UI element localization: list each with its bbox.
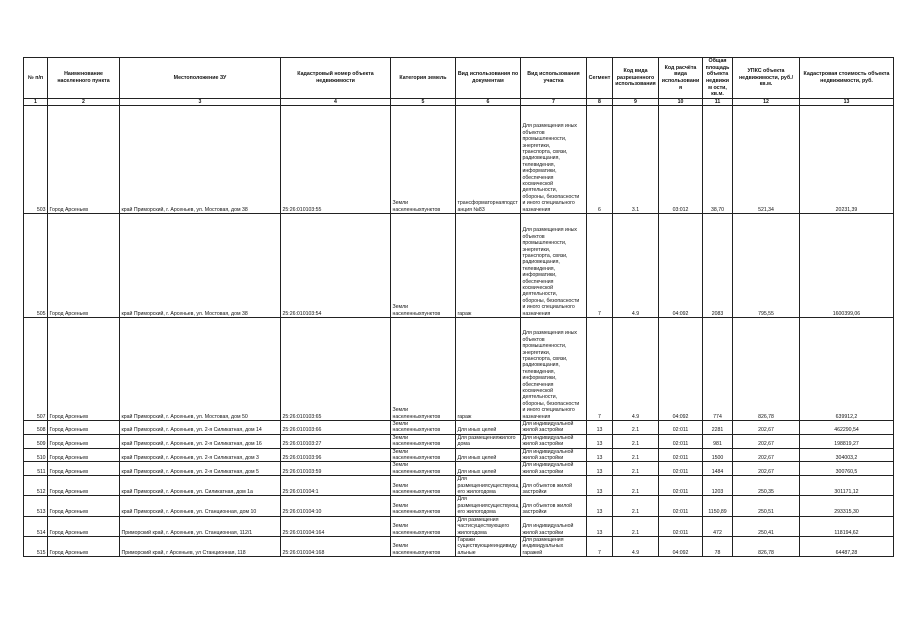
document-use-line: Гаражи существующие	[457, 536, 494, 550]
column-number: 4	[281, 99, 391, 106]
segment: 13	[587, 496, 613, 516]
document-use	[456, 536, 521, 556]
document-use	[456, 214, 521, 318]
land-category-line: пунктов	[421, 206, 441, 213]
specific-value: 202,67	[733, 462, 800, 476]
document-use	[456, 462, 521, 476]
plot-use	[521, 318, 587, 421]
use-calc-code: 02:011	[659, 462, 703, 476]
document-use	[456, 496, 521, 516]
land-category-line: Земли населенных	[392, 304, 422, 317]
total-area: 981	[703, 434, 733, 448]
column-number: 7	[521, 99, 587, 106]
table-row	[24, 448, 894, 462]
settlement-name: Город Арсеньев	[48, 448, 120, 462]
segment: 13	[587, 462, 613, 476]
settlement-name: Город Арсеньев	[48, 214, 120, 318]
table-row	[24, 536, 894, 556]
plot-use-line: информатики,	[522, 272, 557, 279]
plot-use-line: объектов	[522, 233, 545, 240]
segment: 13	[587, 476, 613, 496]
plot-use-line: энергетики,	[522, 246, 551, 253]
land-category-line: Земли населенных	[392, 434, 422, 448]
land-category-line: Земли населенных	[392, 462, 422, 475]
document-use-line: дома	[483, 489, 496, 496]
plot-use	[521, 421, 587, 435]
plot-location: край Приморский, г. Арсеньев, ул. 2-я Силикатная, дом 16	[120, 434, 281, 448]
plot-use-line: информатики,	[522, 168, 557, 175]
land-category-line: пунктов	[421, 468, 441, 475]
permitted-use-code: 2.1	[613, 476, 659, 496]
document-use-line: жилого дома	[457, 434, 516, 448]
plot-use-line: жилой застройки	[522, 529, 564, 536]
plot-location: Приморский край, г Арсеньев, ул Станционная, 118	[120, 536, 281, 556]
plot-use-line: телевидения,	[522, 161, 556, 168]
column-header: Вид использования по документам	[456, 58, 521, 99]
plot-use-line: энергетики,	[522, 142, 551, 149]
plot-use-line: Для размещения	[522, 536, 564, 543]
specific-value: 250,51	[733, 496, 800, 516]
plot-location: край Приморский, г. Арсеньев, ул. Станционная, дом 10	[120, 496, 281, 516]
land-category	[391, 476, 456, 496]
cadastral-number: 25:26:010103:55	[281, 106, 391, 214]
plot-location: край Приморский, г. Арсеньев, ул. Мостовая, дом 50	[120, 318, 281, 421]
use-calc-code: 02:011	[659, 434, 703, 448]
settlement-name: Город Арсеньев	[48, 434, 120, 448]
land-category-line: Земли населенных	[392, 421, 422, 434]
permitted-use-code: 2.1	[613, 496, 659, 516]
settlement-name: Город Арсеньев	[48, 536, 120, 556]
document-use-line: гараж	[457, 413, 472, 420]
land-category-line: пунктов	[421, 427, 441, 434]
specific-value: 202,67	[733, 434, 800, 448]
plot-use-line: назначения	[522, 413, 551, 420]
land-category	[391, 536, 456, 556]
segment: 7	[587, 214, 613, 318]
table-row	[24, 434, 894, 448]
plot-use	[521, 516, 587, 536]
column-header: УПКС объекта недвижимости, руб./кв.м.	[733, 58, 800, 99]
document-use-line: дома	[483, 509, 496, 516]
land-category-line: Земли населенных	[392, 448, 422, 462]
segment: 7	[587, 536, 613, 556]
document-use-line: гараж	[457, 310, 472, 317]
plot-use-line: космической	[522, 284, 554, 291]
cadastral-number: 25:26:010103:54	[281, 214, 391, 318]
plot-use-line: и иного специального	[522, 304, 575, 311]
segment: 6	[587, 106, 613, 214]
row-number: 514	[24, 516, 48, 536]
cadastral-value: 304003,2	[800, 448, 894, 462]
specific-value: 250,35	[733, 476, 800, 496]
plot-use-line: жилой застройки	[522, 455, 564, 462]
document-use-line: индивидуальные	[457, 543, 517, 556]
document-use-line: трансформаторная	[457, 200, 505, 207]
land-category-line: Земли населенных	[392, 502, 422, 516]
column-header: Кадастровая стоимость объекта недвижимости, руб.	[800, 58, 894, 99]
column-header: Категория земель	[391, 58, 456, 99]
plot-use-line: Для индивидуальной	[522, 448, 574, 455]
plot-use-line: объектов	[522, 336, 545, 343]
cadastral-number: 25:26:010103:66	[281, 421, 391, 435]
row-number: 505	[24, 214, 48, 318]
plot-use-line: застройки	[522, 489, 547, 496]
use-calc-code: 04:092	[659, 214, 703, 318]
land-category-line: Земли населенных	[392, 543, 422, 556]
plot-use-line: обороны, безопасности	[522, 297, 580, 304]
document-use-line: существующего жилого	[457, 482, 519, 496]
plot-use-line: назначения	[522, 206, 551, 213]
cadastral-value: 301171,12	[800, 476, 894, 496]
document-use-line: существующего жилого	[457, 523, 510, 536]
plot-use-line: Для объектов жилой	[522, 482, 573, 489]
total-area: 2083	[703, 214, 733, 318]
plot-use-line: Для индивидуальной	[522, 523, 574, 530]
plot-use	[521, 536, 587, 556]
land-category-line: пунктов	[421, 509, 441, 516]
column-header: Наименование населенного пункта	[48, 58, 120, 99]
cadastral-value: 293315,30	[800, 496, 894, 516]
plot-use-line: радиовещания,	[522, 155, 560, 162]
row-number: 511	[24, 462, 48, 476]
plot-location: край Приморский, г. Арсеньев, ул. Мостовая, дом 38	[120, 214, 281, 318]
document-use-line: Для иных целей	[457, 427, 497, 434]
land-category-line: Земли населенных	[392, 200, 422, 213]
plot-use-line: Для размещения иных	[522, 123, 578, 130]
permitted-use-code: 2.1	[613, 462, 659, 476]
plot-use	[521, 106, 587, 214]
plot-location: Приморский край, г. Арсеньев, ул. Станционная, 112/1	[120, 516, 281, 536]
document-use-line: Для размещения	[457, 496, 488, 509]
plot-use-line: промышленности,	[522, 343, 567, 350]
cadastral-number: 25:26:010103:96	[281, 448, 391, 462]
land-category-line: пунктов	[421, 549, 441, 556]
segment: 13	[587, 421, 613, 435]
land-category-line: Земли населенных	[392, 482, 422, 496]
plot-use-line: энергетики,	[522, 349, 551, 356]
column-number: 8	[587, 99, 613, 106]
use-calc-code: 03:012	[659, 106, 703, 214]
table-row	[24, 462, 894, 476]
plot-use-line: назначения	[522, 310, 551, 317]
land-category-line: пунктов	[421, 489, 441, 496]
specific-value: 826,78	[733, 318, 800, 421]
plot-location: край Приморский, г. Арсеньев, ул. 2-я Силикатная, дом 14	[120, 421, 281, 435]
plot-use-line: деятельности,	[522, 187, 558, 194]
settlement-name: Город Арсеньев	[48, 462, 120, 476]
document-use	[456, 421, 521, 435]
total-area: 774	[703, 318, 733, 421]
plot-use-line: космической	[522, 180, 554, 187]
segment: 13	[587, 434, 613, 448]
plot-use-line: радиовещания,	[522, 362, 560, 369]
column-header: № п/п	[24, 58, 48, 99]
cadastral-value: 198819,27	[800, 434, 894, 448]
plot-use-line: Для индивидуальной	[522, 434, 574, 441]
plot-use-line: транспорта, связи,	[522, 355, 568, 362]
plot-use-line: деятельности,	[522, 291, 558, 298]
land-category	[391, 448, 456, 462]
cadastral-value: 20231,39	[800, 106, 894, 214]
cadastral-number: 25:26:010103:27	[281, 434, 391, 448]
plot-use	[521, 214, 587, 318]
specific-value: 250,41	[733, 516, 800, 536]
settlement-name: Город Арсеньев	[48, 106, 120, 214]
land-category	[391, 421, 456, 435]
plot-location: край Приморский, г. Арсеньев, ул. Силикатная, дом 1а	[120, 476, 281, 496]
row-number: 503	[24, 106, 48, 214]
table-row	[24, 214, 894, 318]
permitted-use-code: 2.1	[613, 516, 659, 536]
specific-value: 202,67	[733, 448, 800, 462]
plot-use-line: Для индивидуальной	[522, 421, 574, 427]
plot-use	[521, 448, 587, 462]
use-calc-code: 04:092	[659, 536, 703, 556]
plot-use-line: обеспечения	[522, 278, 554, 285]
cadastral-number: 25:26:010103:59	[281, 462, 391, 476]
total-area: 38,70	[703, 106, 733, 214]
plot-use-line: транспорта, связи,	[522, 148, 568, 155]
document-use	[456, 516, 521, 536]
cadastral-number: 25:26:010103:65	[281, 318, 391, 421]
total-area: 1203	[703, 476, 733, 496]
total-area: 2281	[703, 421, 733, 435]
plot-use-line: радиовещания,	[522, 259, 560, 266]
total-area: 1500	[703, 448, 733, 462]
total-area: 1484	[703, 462, 733, 476]
table-row	[24, 516, 894, 536]
use-calc-code: 02:011	[659, 476, 703, 496]
land-category-line: пунктов	[421, 455, 441, 462]
table-body	[24, 106, 894, 557]
total-area: 472	[703, 516, 733, 536]
column-number: 9	[613, 99, 659, 106]
table-row	[24, 318, 894, 421]
document-use-line: Для размещения	[457, 434, 499, 441]
cadastral-number: 25:26:010104:1	[281, 476, 391, 496]
column-header: Местоположение ЗУ	[120, 58, 281, 99]
settlement-name: Город Арсеньев	[48, 421, 120, 435]
column-header: Общая площадь объекта недвижим ости, кв.м.	[703, 58, 733, 99]
plot-use-line: Для размещения иных	[522, 330, 578, 337]
permitted-use-code: 2.1	[613, 434, 659, 448]
plot-use	[521, 496, 587, 516]
total-area: 78	[703, 536, 733, 556]
table-row	[24, 421, 894, 435]
plot-use-line: жилой застройки	[522, 468, 564, 475]
cadastral-value: 118194,62	[800, 516, 894, 536]
land-category-line: Земли населенных	[392, 523, 422, 536]
plot-use-line: Для размещения иных	[522, 227, 578, 234]
segment: 13	[587, 516, 613, 536]
document-use	[456, 448, 521, 462]
plot-use-line: объектов	[522, 129, 545, 136]
row-number: 507	[24, 318, 48, 421]
plot-use-line: обеспечения	[522, 381, 554, 388]
plot-use-line: жилой застройки	[522, 441, 564, 448]
table-row	[24, 476, 894, 496]
cadastral-value: 64487,28	[800, 536, 894, 556]
plot-use-line: и иного специального	[522, 407, 575, 414]
plot-use-line: космической	[522, 387, 554, 394]
column-header: Код расчёта вида использования	[659, 58, 703, 99]
permitted-use-code: 4.9	[613, 214, 659, 318]
row-number: 508	[24, 421, 48, 435]
column-header: Код вида разрешенного использования	[613, 58, 659, 99]
table-header	[24, 58, 894, 106]
row-number: 510	[24, 448, 48, 462]
row-number: 513	[24, 496, 48, 516]
settlement-name: Город Арсеньев	[48, 476, 120, 496]
registry-sheet	[23, 57, 893, 557]
land-category	[391, 462, 456, 476]
plot-use-line: Для объектов жилой	[522, 502, 573, 509]
land-category	[391, 318, 456, 421]
plot-use-line: телевидения,	[522, 368, 556, 375]
plot-use-line: промышленности,	[522, 136, 567, 143]
document-use	[456, 434, 521, 448]
document-use-line: дома	[474, 529, 487, 536]
land-category-line: пунктов	[421, 441, 441, 448]
land-category	[391, 106, 456, 214]
table-row	[24, 496, 894, 516]
row-number: 515	[24, 536, 48, 556]
column-header: Кадастровый номер объекта недвижимости	[281, 58, 391, 99]
cadastral-value: 1600399,06	[800, 214, 894, 318]
column-number: 5	[391, 99, 456, 106]
specific-value: 826,78	[733, 536, 800, 556]
column-number: 13	[800, 99, 894, 106]
plot-use-line: информатики,	[522, 375, 557, 382]
plot-use-line: обороны, безопасности	[522, 400, 580, 407]
plot-use-line: транспорта, связи,	[522, 252, 568, 259]
column-header: Вид использования участка	[521, 58, 587, 99]
column-header: Сегмент	[587, 58, 613, 99]
land-category	[391, 214, 456, 318]
column-number: 1	[24, 99, 48, 106]
plot-use-line: гаражей	[522, 549, 543, 556]
cadastral-number: 25:26:010104:164	[281, 516, 391, 536]
land-category	[391, 516, 456, 536]
column-number: 2	[48, 99, 120, 106]
column-number: 3	[120, 99, 281, 106]
permitted-use-code: 2.1	[613, 421, 659, 435]
cadastral-value: 462290,54	[800, 421, 894, 435]
column-number: 11	[703, 99, 733, 106]
column-number: 6	[456, 99, 521, 106]
plot-use-line: застройки	[522, 509, 547, 516]
plot-use-line: и иного специального	[522, 200, 575, 207]
document-use-line: существующего жилого	[457, 502, 519, 516]
table-row	[24, 106, 894, 214]
segment: 7	[587, 318, 613, 421]
document-use-line: подстанция №83	[457, 200, 518, 213]
plot-use	[521, 476, 587, 496]
cadastral-number: 25:26:010104:168	[281, 536, 391, 556]
use-calc-code: 04:092	[659, 318, 703, 421]
settlement-name: Город Арсеньев	[48, 516, 120, 536]
document-use-line: Для иных целей	[457, 468, 497, 475]
plot-use	[521, 462, 587, 476]
plot-use-line: деятельности,	[522, 394, 558, 401]
use-calc-code: 02:011	[659, 448, 703, 462]
specific-value: 202,67	[733, 421, 800, 435]
row-number: 512	[24, 476, 48, 496]
use-calc-code: 02:011	[659, 421, 703, 435]
settlement-name: Город Арсеньев	[48, 496, 120, 516]
plot-use-line: обороны, безопасности	[522, 193, 580, 200]
document-use-line: Для размещения	[457, 476, 488, 489]
plot-use-line: Для индивидуальной	[522, 462, 574, 469]
document-use	[456, 318, 521, 421]
cadastral-table	[23, 57, 894, 557]
plot-location: край Приморский, г. Арсеньев, ул. 2-я Силикатная, дом 5	[120, 462, 281, 476]
total-area: 1150,89	[703, 496, 733, 516]
plot-use-line: индивидуальных	[522, 543, 564, 550]
document-use-line: Для иных целей	[457, 455, 497, 462]
land-category-line: пунктов	[421, 310, 441, 317]
plot-use-line: промышленности,	[522, 240, 567, 247]
row-number: 509	[24, 434, 48, 448]
settlement-name: Город Арсеньев	[48, 318, 120, 421]
document-use	[456, 476, 521, 496]
land-category	[391, 496, 456, 516]
plot-use-line: жилой застройки	[522, 427, 564, 434]
segment: 13	[587, 448, 613, 462]
plot-use-line: телевидения,	[522, 265, 556, 272]
land-category-line: пунктов	[421, 413, 441, 420]
plot-location: край Приморский, г. Арсеньев, ул. 2-я Силикатная, дом 3	[120, 448, 281, 462]
document-use	[456, 106, 521, 214]
use-calc-code: 02:011	[659, 496, 703, 516]
cadastral-value: 639912,2	[800, 318, 894, 421]
specific-value: 795,55	[733, 214, 800, 318]
document-use-line: Для размещения части	[457, 516, 499, 530]
land-category-line: Земли населенных	[392, 407, 422, 420]
column-number: 12	[733, 99, 800, 106]
cadastral-number: 25:26:010104:10	[281, 496, 391, 516]
plot-use	[521, 434, 587, 448]
plot-location: край Приморский, г. Арсеньев, ул. Мостовая, дом 38	[120, 106, 281, 214]
cadastral-value: 300760,5	[800, 462, 894, 476]
specific-value: 521,34	[733, 106, 800, 214]
plot-use-line: обеспечения	[522, 174, 554, 181]
permitted-use-code: 3.1	[613, 106, 659, 214]
permitted-use-code: 2.1	[613, 448, 659, 462]
land-category-line: пунктов	[421, 529, 441, 536]
permitted-use-code: 4.9	[613, 536, 659, 556]
column-number: 10	[659, 99, 703, 106]
permitted-use-code: 4.9	[613, 318, 659, 421]
land-category	[391, 434, 456, 448]
use-calc-code: 02:011	[659, 516, 703, 536]
